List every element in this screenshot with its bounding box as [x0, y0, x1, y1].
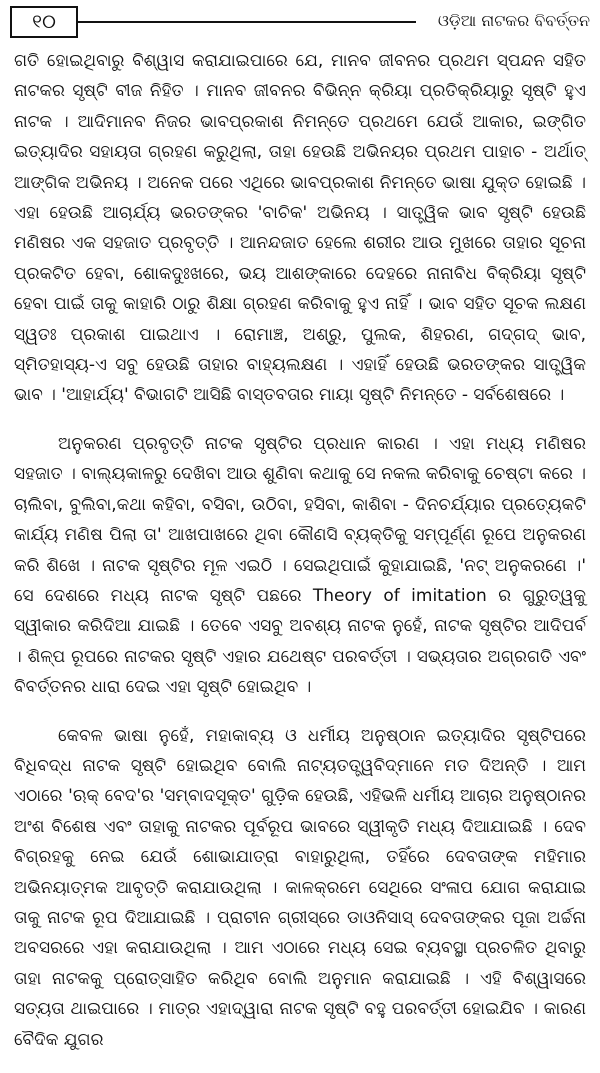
paragraph-1: ଗତି ହୋଇଥିବାରୁ ବିଶ୍ୱାସ କରାଯାଇପାରେ ଯେ, ମାନବ ଜୀବନର ପ୍ରଥମ ସ୍ପନ୍ଦନ ସହିତ ନାଟକର ସୃଷ୍ଟି ବୀଜ ନିହିତ । ମାନବ ଜୀବନର ବିଭିନ୍ନ କ୍ରିୟା ପ୍ରତିକ୍ରିୟାରୁ ସୃଷ୍ଟି ହୁଏ ନାଟକ । ଆଦିମାନବ ନିଜର ଭାବପ୍ରକାଶ ନିମନ୍ତେ ପ୍ରଥମେ ଯେଉଁ ଆକାର, ଇଙ୍ଗିତ ଇତ୍ୟାଦିର ସହାୟତା ଗ୍ରହଣ କରୁଥିଲା, ତାହା ହେଉଛି ଅଭିନୟର ପ୍ରଥମ ପାହାଚ - ଅର୍ଥାତ୍ ଆଙ୍ଗିକ ଅଭିନୟ । ଅନେକ ପରେ ଏଥିରେ ଭାବପ୍ରକାଶ ନିମନ୍ତେ ଭାଷା ଯୁକ୍ତ ହୋଇଛି । ଏହା ହେଉଛି ଆଚାର୍ଯ୍ୟ ଭରତଙ୍କର 'ବାଚିକ' ଅଭିନୟ । ସାତ୍ତ୍ୱିକ ଭାବ ସୃଷ୍ଟି ହେଉଛି ମଣିଷର ଏକ ସହଜାତ ପ୍ରବୃତ୍ତି । ଆନନ୍ଦଜାତ ହେଲେ ଶରୀର ଆଉ ମୁଖରେ ତାହାର ସୂଚନା ପ୍ରକଟିତ ହେବା, ଶୋକଦୁଃଖରେ, ଭୟ ଆଶଙ୍କାରେ ଦେହରେ ନାନାବିଧ ବିକ୍ରିୟା ସୃଷ୍ଟି ହେବା ପାଇଁ ତାକୁ କାହାରି ଠାରୁ ଶିକ୍ଷା ଗ୍ରହଣ କରିବାକୁ ହୁଏ ନାହିଁ । ଭାବ ସହିତ ସୂଚକ ଲକ୍ଷଣ ସ୍ୱତଃ ପ୍ରକାଶ ପାଇଥାଏ । ରୋମାଞ୍ଚ, ଅଶ୍ରୁ, ପୁଲକ, ଶିହରଣ, ଗଦ୍‌ଗଦ୍ ଭାବ, ସ୍ମିତହାସ୍ୟ-ଏ ସବୁ ହେଉଛି ତାହାର ବାହ୍ୟଲକ୍ଷଣ । ଏହାହିଁ ହେଉଛି ଭରତଙ୍କର ସାତ୍ତ୍ୱିକ ଭାବ । 'ଆହାର୍ଯ୍ୟ' ବିଭାଗଟି ଆସିଛି ବାସ୍ତବତାର ମାୟା ସୃଷ୍ଟି ନିମନ୍ତେ - ସର୍ବଶେଷରେ ।	[14, 51, 586, 406]
running-title: ଓଡ଼ିଆ ନାଟକର ବିବର୍ତ୍ତନ	[437, 11, 590, 30]
paragraph-3: କେବଳ ଭାଷା ନୁହେଁ, ମହାକାବ୍ୟ ଓ ଧର୍ମୀୟ ଅନୁଷ୍ଠାନ ଇତ୍ୟାଦିର ସୃଷ୍ଟିପରେ ବିଧିବଦ୍ଧ ନାଟକ ସୃଷ୍ଟି ହୋଇଥିବ ବୋଲି ନାଟ୍ୟତତ୍ତ୍ୱବିଦ୍‌ମାନେ ମତ ଦିଅନ୍ତି । ଆମ ଏଠାରେ 'ଋକ୍ ବେଦ'ର 'ସମ୍ବାଦସୂକ୍ତ' ଗୁଡ଼ିକ ହେଉଛି, ଏହିଭଳି ଧର୍ମୀୟ ଆଚାର ଅନୁଷ୍ଠାନର ଅଂଶ ବିଶେଷ ଏବଂ ତାହାକୁ ନାଟକର ପୂର୍ବରୂପ ଭାବରେ ସ୍ୱୀକୃତି ମଧ୍ୟ ଦିଆଯାଇଛି । ଦେବ ବିଗ୍ରହକୁ ନେଇ ଯେଉଁ ଶୋଭାଯାତ୍ରା ବାହାରୁଥିଲା, ତହିଁରେ ଦେବତାଙ୍କ ମହିମାର ଅଭିନୟାତ୍ମକ ଆବୃତ୍ତି କରାଯାଉଥିଲା । କାଳକ୍ରମେ ସେଥିରେ ସଂଳାପ ଯୋଗ କରାଯାଇ ତାକୁ ନାଟକ ରୂପ ଦିଆଯାଇଛି । ପ୍ରାଚୀନ ଗ୍ରୀସ୍‌ରେ ଡାଓନିସାସ୍ ଦେବତାଙ୍କର ପୂଜା ଅର୍ଚ୍ଚନା ଅବସରରେ ଏହା କରାଯାଉଥିଲା । ଆମ ଏଠାରେ ମଧ୍ୟ ସେଇ ବ୍ୟବସ୍ଥା ପ୍ରଚଳିତ ଥିବାରୁ ତାହା ନାଟକକୁ ପ୍ରୋତ୍ସାହିତ କରିଥିବ ବୋଲି ଅନୁମାନ କରାଯାଇଛି । ଏହି ବିଶ୍ୱାସରେ ସତ୍ୟତା ଥାଇପାରେ । ମାତ୍ର ଏହାଦ୍ୱାରା ନାଟକ ସୃଷ୍ଟି ବହୁ ପରବର୍ତ୍ତୀ ହୋଇଯିବ । କାରଣ ବୈଦିକ ଯୁଗର	[14, 725, 587, 1050]
page-number: ୧୦	[10, 6, 78, 38]
body-text	[14, 46, 586, 1073]
page-header	[10, 6, 590, 40]
header-rule	[78, 21, 416, 23]
paragraph-2: ଅନୁକରଣ ପ୍ରବୃତ୍ତି ନାଟକ ସୃଷ୍ଟିର ପ୍ରଧାନ କାରଣ । ଏହା ମଧ୍ୟ ମଣିଷର ସହଜାତ । ବାଲ୍ୟକାଳରୁ ଦେଖିବା ଆଉ ଶୁଣିବା କଥାକୁ ସେ ନକଲ କରିବାକୁ ଚେଷ୍ଟା କରେ । ଚାଲିବା, ବୁଲିବା,କଥା କହିବା, ବସିବା, ଉଠିବା, ହସିବା, କାଶିବା - ଦିନଚର୍ଯ୍ୟାର ପ୍ରତ୍ୟେକଟି କାର୍ଯ୍ୟ ମଣିଷ ପିଲା ତା' ଆଖପାଖରେ ଥିବା କୌଣସି ବ୍ୟକ୍ତିକୁ ସମ୍ପୂର୍ଣ୍ଣ ରୂପେ ଅନୁକରଣ କରି ଶିଖେ । ନାଟକ ସୃଷ୍ଟିର ମୂଳ ଏଇଠି । ସେଇଥିପାଇଁ କୁହାଯାଇଛି, 'ନଟ୍ ଅନୁକରଣେ ।' ସେ ଦେଶରେ ମଧ୍ୟ ନାଟକ ସୃଷ୍ଟି ପଛରେ Theory of imitation ର ଗୁରୁତ୍ୱକୁ ସ୍ୱୀକାର କରିଦିଆ ଯାଇଛି । ତେବେ ଏସବୁ ଅବଶ୍ୟ ନାଟକ ନୁହେଁ, ନାଟକ ସୃଷ୍ଟିର ଆଦିପର୍ବ । ଶିଳ୍ପ ରୂପରେ ନାଟକର ସୃଷ୍ଟି ଏହାର ଯଥେଷ୍ଟ ପରବର୍ତ୍ତୀ । ସଭ୍ୟତାର ଅଗ୍ରଗତି ଏବଂ ବିବର୍ତ୍ତନର ଧାରା ଦେଇ ଏହା ସୃଷ୍ଟି ହୋଇଥିବ ।	[14, 433, 586, 698]
